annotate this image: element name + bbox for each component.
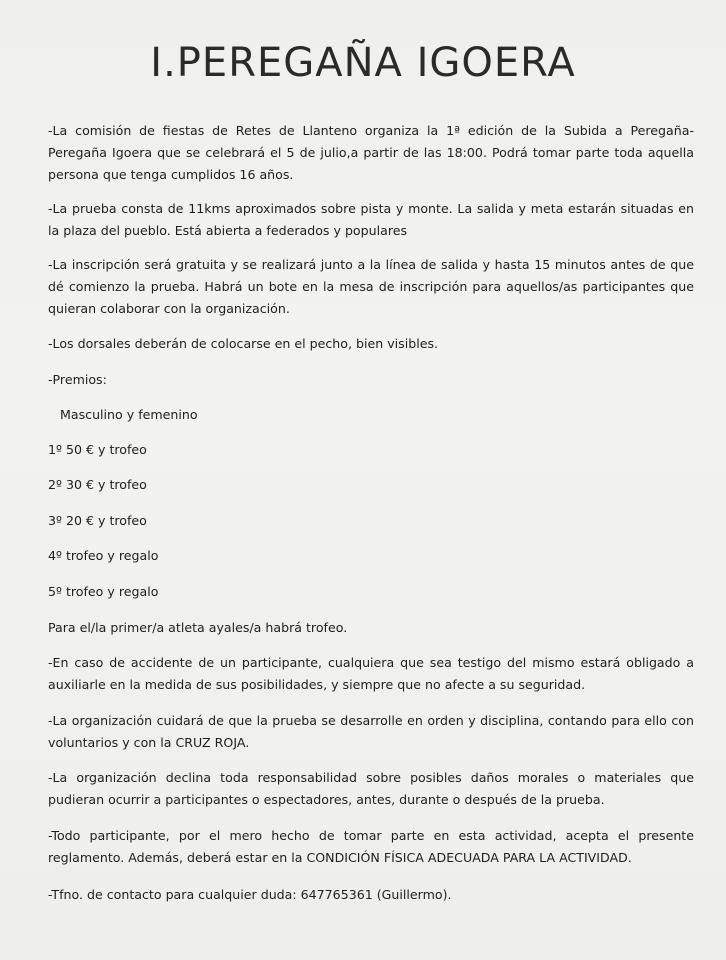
prize-item-4: 4º trofeo y regalo (48, 548, 159, 563)
prize-item-2: 2º 30 € y trofeo (48, 477, 147, 492)
paragraph-acceptance: -Todo participante, por el mero hecho de tomar parte en esta actividad, acepta el presente reglamento. Además, deberá estar en la CONDICIÓN FÍSICA ADECUADA PARA LA ACTIVIDAD. (48, 828, 694, 865)
paragraph-organization: -La comisión de fiestas de Retes de Llanteno organiza la 1ª edición de la Subida a Peregaña- Peregaña Igoera que se celebrará el 5 de julio,a partir de las 18:00. Podrá tomar parte toda aquella persona que tenga cumplidos 16 años. (48, 123, 694, 182)
paragraph-registration: -La inscripción será gratuita y se realizará junto a la línea de salida y hasta 15 minutos antes de que dé comienzo la prueba. Habrá un bote en la mesa de inscripción para aquellos/as participantes que quieran colaborar con la organización. (48, 257, 694, 316)
paragraph-order: -La organización cuidará de que la prueba se desarrolle en orden y disciplina, contando para ello con voluntarios y con la CRUZ ROJA. (48, 713, 694, 750)
paragraph-prizes-heading: -Premios: (48, 372, 107, 387)
paragraph-course: -La prueba consta de 11kms aproximados sobre pista y monte. La salida y meta estarán situadas en la plaza del pueblo. Está abierta a federados y populares (48, 201, 694, 238)
prize-local-note: Para el/la primer/a atleta ayales/a habrá trofeo. (48, 620, 348, 635)
prize-category: Masculino y femenino (60, 407, 198, 422)
prize-item-5: 5º trofeo y regalo (48, 584, 159, 599)
paragraph-liability: -La organización declina toda responsabilidad sobre posibles daños morales o materiales que pudieran ocurrir a participantes o espectadores, antes, durante o después de la prueba. (48, 770, 694, 807)
document-title: I.PEREGAÑA IGOERA (150, 40, 576, 86)
paragraph-bibs: -Los dorsales deberán de colocarse en el pecho, bien visibles. (48, 336, 439, 351)
paragraph-accident: -En caso de accidente de un participante, cualquiera que sea testigo del mismo estará obligado a auxiliarle en la medida de sus posibilidades, y siempre que no afecte a su seguridad. (48, 655, 694, 692)
prize-item-3: 3º 20 € y trofeo (48, 513, 147, 528)
prize-item-1: 1º 50 € y trofeo (48, 442, 147, 457)
paragraph-contact: -Tfno. de contacto para cualquier duda: 647765361 (Guillermo). (48, 887, 452, 902)
